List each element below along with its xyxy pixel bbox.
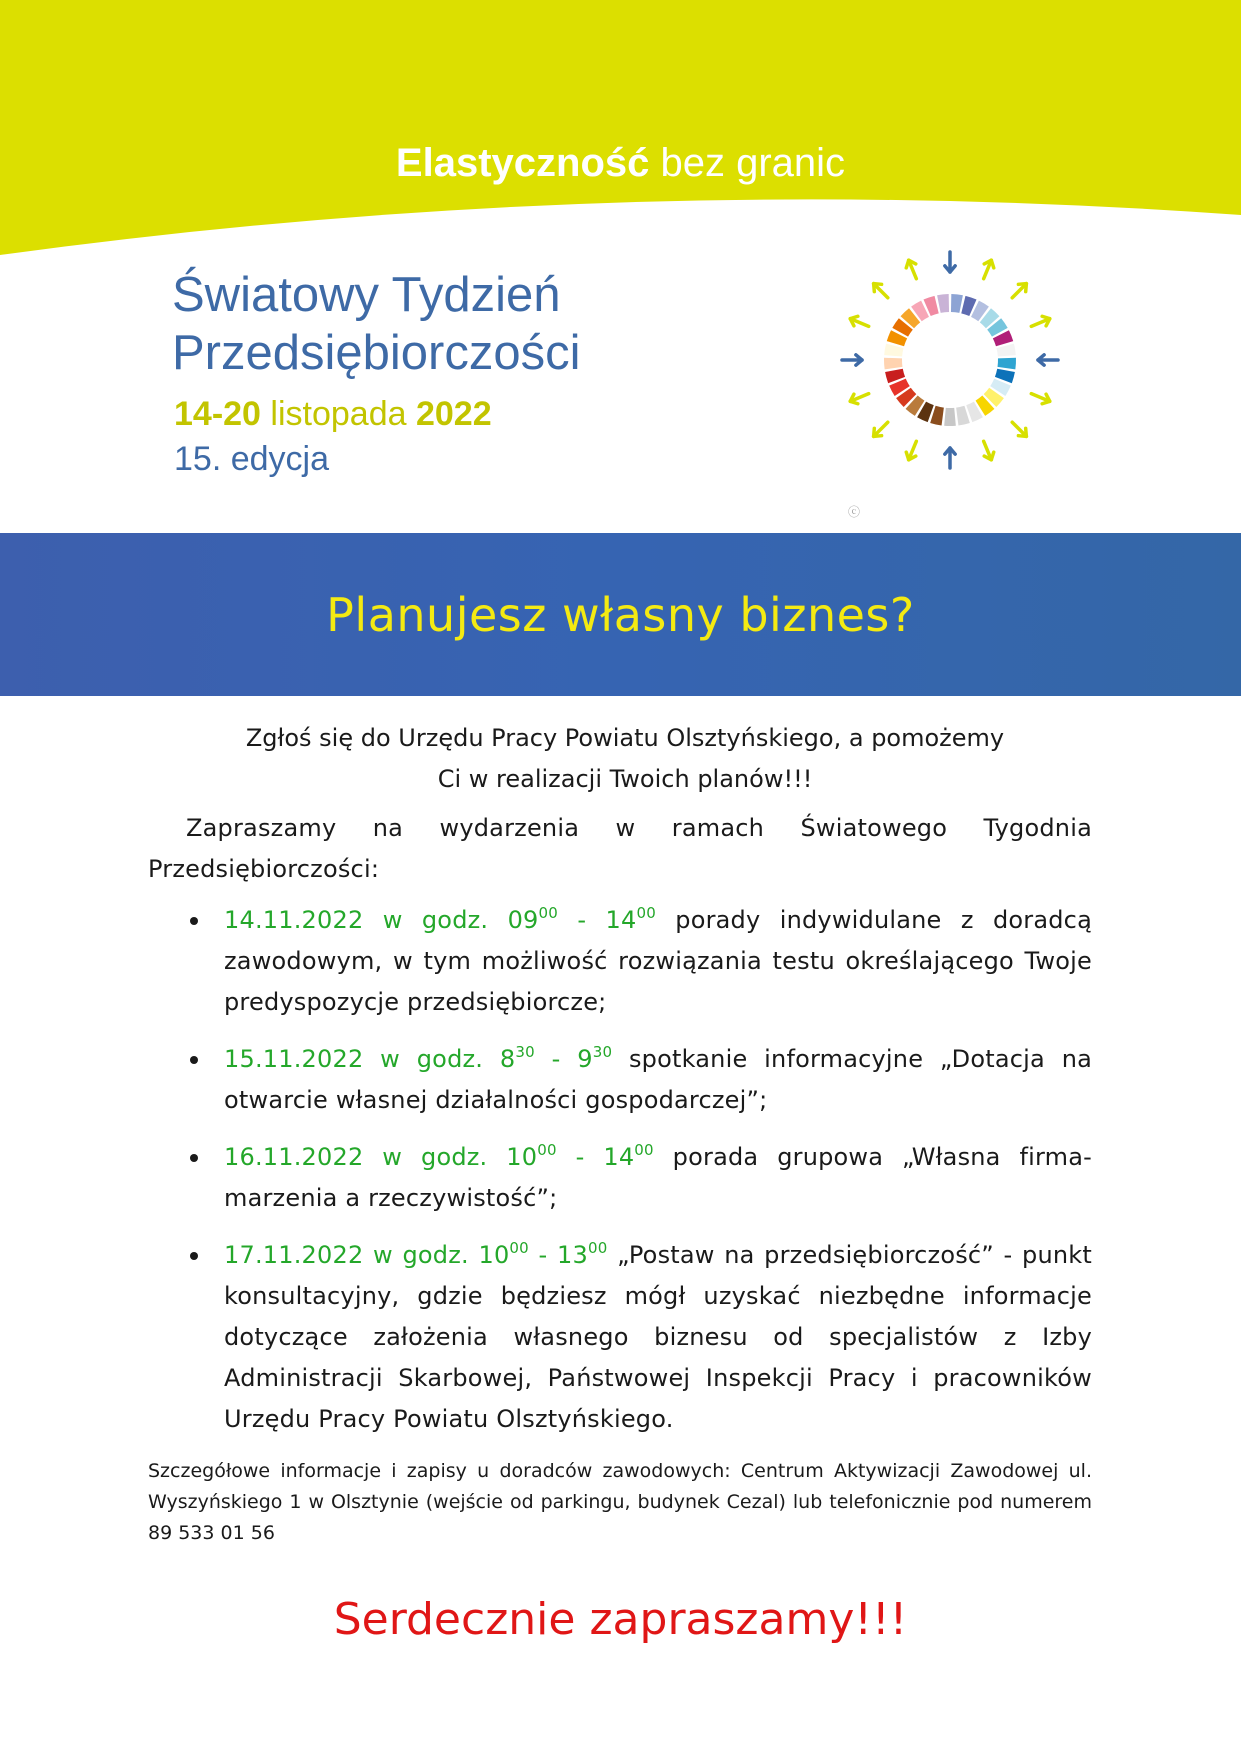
intro-line1: Zgłoś się do Urzędu Pracy Powiatu Olsztyńskiego, a pomożemy	[245, 724, 1005, 752]
event-title-line2: Przedsiębiorczości	[172, 326, 581, 380]
logo-ring-segment	[944, 408, 956, 426]
slogan-bold: Elastyczność	[395, 141, 650, 185]
list-item	[148, 1137, 1092, 1219]
events-list	[148, 900, 1092, 1440]
dates-range: 14-20	[174, 395, 261, 433]
logo-arrow-icon	[1012, 284, 1026, 298]
logo-arrow-icon	[1012, 422, 1026, 436]
logo-arrow-icon	[1038, 355, 1058, 365]
logo-ring-segment	[937, 294, 949, 313]
event-title	[172, 266, 581, 382]
main-content	[148, 718, 1092, 1549]
header-band	[0, 0, 1241, 280]
logo-ring-segment	[996, 344, 1015, 357]
event-dates	[174, 394, 492, 434]
event-description: „Postaw na przedsiębiorczość” - punkt konsultacyjny, gdzie będziesz mógł uzyskać niezbędne informacje dotyczące założenia własnego biznesu od specjalistów z Izby Administracji Skarbowej, Państwowej Inspekcji Pracy i pracowników Urzędu Pracy Powiatu Olsztyńskiego.	[224, 1241, 1092, 1433]
bullet-icon	[190, 1154, 198, 1162]
list-item	[148, 900, 1092, 1023]
event-edition: 15. edycja	[174, 440, 329, 478]
logo-ring-segment	[884, 358, 902, 370]
logo-arrow-icon	[945, 448, 955, 468]
logo-arrow-icon	[842, 355, 862, 365]
event-time: 14.11.2022 w godz. $09^{00} - 14^{00}$	[224, 904, 656, 934]
logo-arrow-icon	[906, 441, 916, 459]
slogan	[0, 143, 1241, 183]
event-time: 16.11.2022 w godz. $10^{00} - 14^{00}$	[224, 1141, 654, 1171]
logo-arrow-icon	[850, 394, 868, 404]
logo-arrow-icon	[850, 316, 868, 326]
bullet-icon	[190, 917, 198, 925]
logo-arrow-icon	[945, 252, 955, 272]
headline: Planujesz własny biznes?	[326, 587, 915, 642]
event-time: 17.11.2022 w godz. $10^{00} - 13^{00}$	[224, 1239, 608, 1269]
intro-line2: Ci w realizacji Twoich planów!!!	[437, 765, 813, 793]
logo-arrow-icon	[984, 260, 994, 278]
headline-banner	[0, 533, 1241, 696]
dates-month: listopada	[260, 395, 416, 433]
event-description: porada grupowa „Własna firma-marzenia a rzeczywistość”;	[224, 1143, 1092, 1212]
list-item	[148, 1235, 1092, 1440]
bullet-icon	[190, 1252, 198, 1260]
list-item	[148, 1039, 1092, 1121]
colorful-ring-with-arrows-logo	[830, 240, 1070, 480]
intro-text	[148, 718, 1092, 800]
dates-year: 2022	[415, 395, 492, 433]
event-description: porady indywidulane z doradcą zawodowym, w tym możliwość rozwiązania testu określającego Twoje predyspozycje przedsiębiorcze;	[224, 906, 1092, 1016]
logo-arrow-icon	[1031, 316, 1049, 326]
logo-arrow-icon	[984, 441, 994, 459]
invite-text: Zapraszamy na wydarzenia w ramach Światowego Tygodnia Przedsiębiorczości:	[148, 814, 1092, 883]
logo-arrow-icon	[874, 284, 888, 298]
logo-mark: ⓒ	[848, 505, 861, 519]
logo-arrow-icon	[874, 422, 888, 436]
event-description: spotkanie informacyjne „Dotacja na otwarcie własnej działalności gospodarczej”;	[224, 1045, 1093, 1114]
logo-ring-segment	[951, 294, 963, 313]
logo-ring-segment	[884, 344, 903, 357]
slogan-rest: bez granic	[649, 141, 846, 185]
closing-text: Serdecznie zapraszamy!!!	[333, 1594, 908, 1645]
event-time: 15.11.2022 w godz. $8^{30} - 9^{30}$	[224, 1043, 613, 1073]
logo-ring-segment	[998, 358, 1016, 370]
logo-arrow-icon	[1031, 394, 1049, 404]
contact-details: Szczegółowe informacje i zapisy u doradców zawodowych: Centrum Aktywizacji Zawodowej ul. Wyszyńskiego 1 w Olsztynie (wejście od parkingu, budynek Cezal) lub telefonicznie pod numerem 89 533 01 56	[148, 1460, 1092, 1544]
event-title-line1: Światowy Tydzień	[172, 268, 561, 322]
logo-arrow-icon	[906, 260, 916, 278]
bullet-icon	[190, 1056, 198, 1064]
